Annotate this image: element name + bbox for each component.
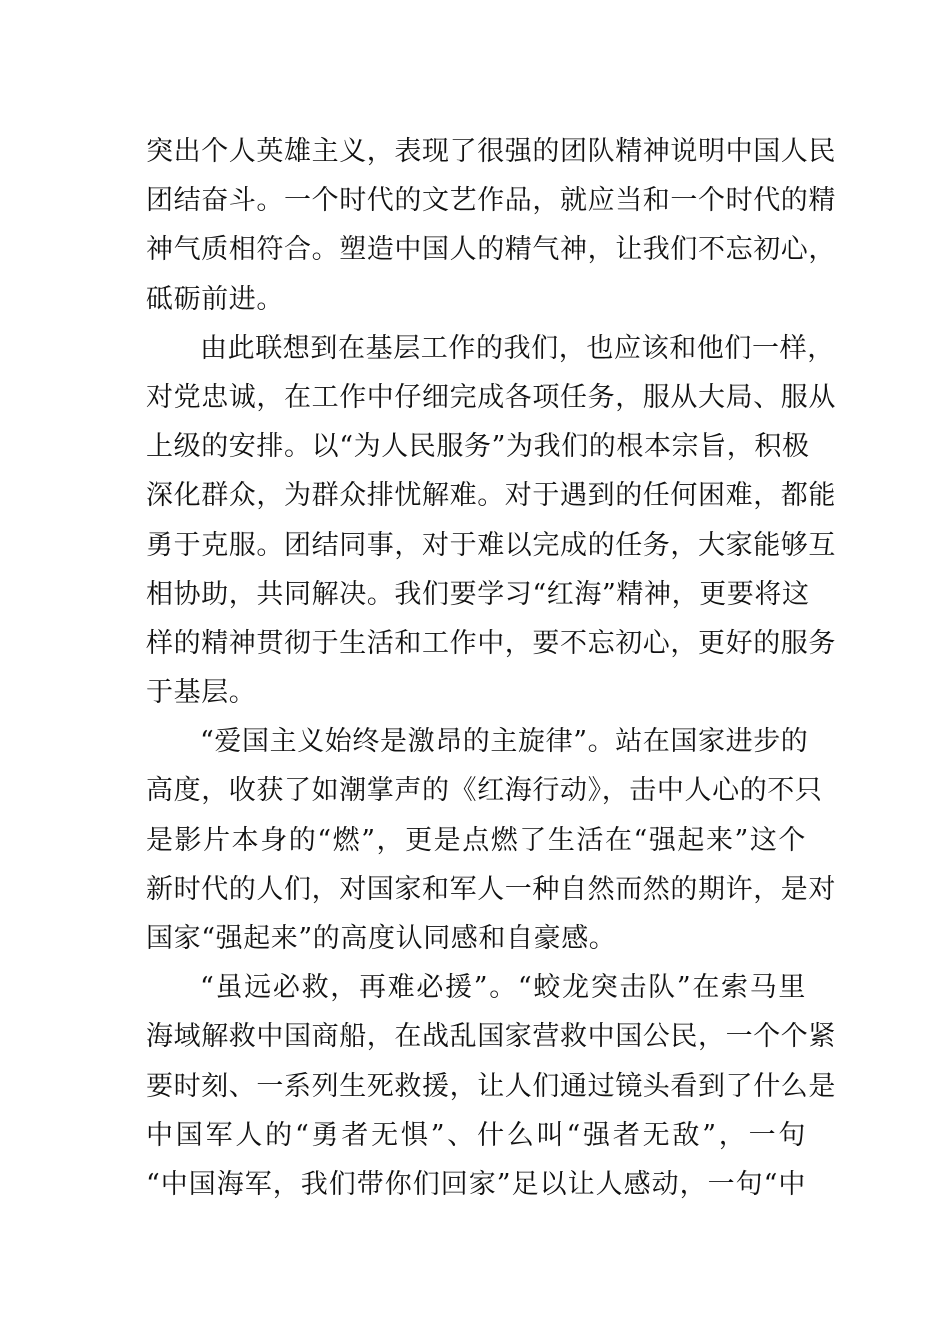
text-line: 对党忠诚，在工作中仔细完成各项任务，服从大局、服从 xyxy=(146,381,836,413)
text-line: 由此联想到在基层工作的我们，也应该和他们一样， xyxy=(200,332,835,364)
text-line: 样的精神贯彻于生活和工作中，要不忘初心，更好的服务 xyxy=(146,627,836,659)
paragraph-1 xyxy=(146,127,836,324)
text-line: 相协助，共同解决。我们要学习“红海”精神，更要将这 xyxy=(146,578,810,610)
text-line: 海域解救中国商船，在战乱国家营救中国公民，一个个紧 xyxy=(146,1021,836,1053)
text-line: 要时刻、一系列生死救援，让人们通过镜头看到了什么是 xyxy=(146,1070,836,1102)
text-line: 于基层。 xyxy=(146,677,257,709)
paragraph-3 xyxy=(146,717,836,963)
text-line: 团结奋斗。一个时代的文艺作品，就应当和一个时代的精 xyxy=(146,185,836,217)
document-page xyxy=(146,127,836,1209)
text-line: 新时代的人们，对国家和军人一种自然而然的期许，是对 xyxy=(146,873,836,905)
text-line: 神气质相符合。塑造中国人的精气神，让我们不忘初心， xyxy=(146,234,836,266)
text-line: 是影片本身的“燃”，更是点燃了生活在“强起来”这个 xyxy=(146,824,806,856)
paragraph-4 xyxy=(146,963,836,1209)
text-line: 上级的安排。以“为人民服务”为我们的根本宗旨，积极 xyxy=(146,431,810,463)
text-line: 高度，收获了如潮掌声的《红海行动》，击中人心的不只 xyxy=(146,775,823,807)
paragraph-2 xyxy=(146,324,836,718)
text-line: 勇于克服。团结同事，对于难以完成的任务，大家能够互 xyxy=(146,529,836,561)
text-line: 深化群众，为群众排忧解难。对于遇到的任何困难，都能 xyxy=(146,480,836,512)
text-line: 突出个人英雄主义，表现了很强的团队精神说明中国人民 xyxy=(146,136,836,167)
text-line: 中国军人的“勇者无惧”、什么叫“强者无敌”，一句 xyxy=(146,1119,806,1151)
text-line: 国家“强起来”的高度认同感和自豪感。 xyxy=(146,923,617,954)
text-line: “虽远必救，再难必援”。“蛟龙突击队”在索马里 xyxy=(200,972,806,1004)
text-line: “中国海军，我们带你们回家”足以让人感动，一句“中 xyxy=(146,1168,806,1200)
text-line: “爱国主义始终是激昂的主旋律”。站在国家进步的 xyxy=(200,726,809,758)
text-line: 砥砺前进。 xyxy=(146,283,284,315)
